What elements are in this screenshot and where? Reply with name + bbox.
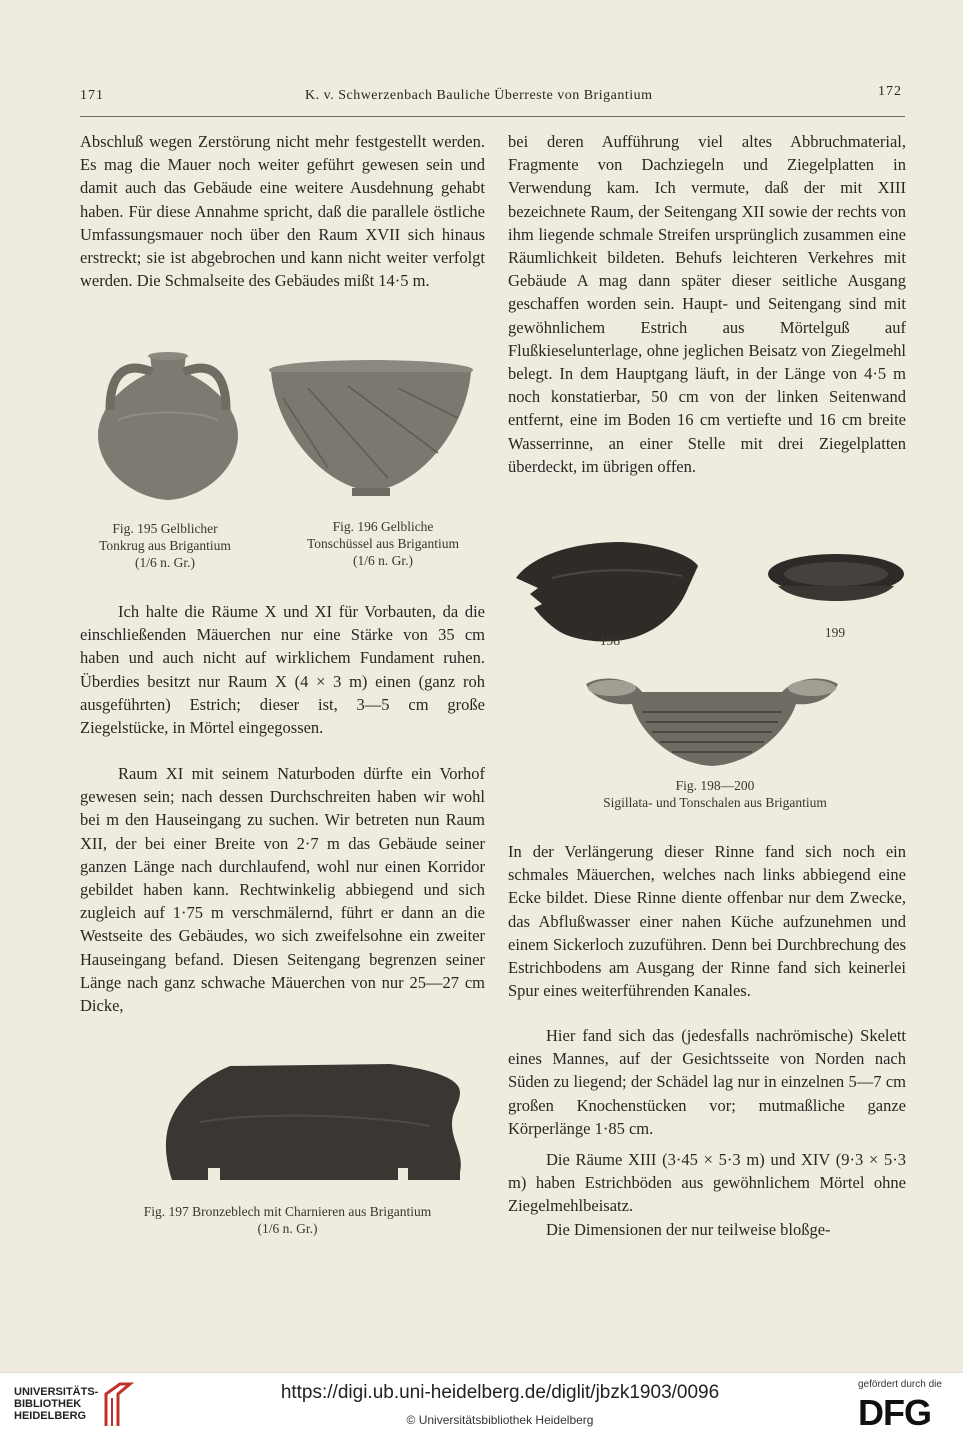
- running-title: K. v. Schwerzenbach Bauliche Überreste von Brigantium: [305, 88, 653, 103]
- dfg-logo: DFG: [858, 1392, 931, 1433]
- fig196-caption: Fig. 196 Gelbliche Tonschüssel aus Brigantium (1/6 n. Gr.): [306, 519, 460, 568]
- copyright-notice: © Universitätsbibliothek Heidelberg: [406, 1413, 594, 1427]
- library-logo-icon: [100, 1380, 136, 1430]
- fig195-caption: Fig. 195 Gelblicher Tonkrug aus Brigantium (1/6 n. Gr.): [99, 521, 231, 570]
- left-paragraph-3: Raum XI mit seinem Naturboden dürfte ein Vorhof gewesen sein; nach dessen Durchschreiten haben wir wohl bei m den Hauseingang zu suchen. Wir betreten nun Raum XII, der bei einer Breite von 2·7 m das Gebäude seiner ganzen Länge nach durchlaufend, wohl nur einen Korridor gebildet haben kann. Rechtwinkelig abbiegend und sich zugleich auf 1·75 m verschmälernd, führt er dann an die Westseite des Gebäudes, wo sich zweifelsohne ein zweiter Hauseingang befand. Diesen Seitengang begrenzen seiner Länge nach ganz schwache Mäuerchen von nur 25—27 cm Dicke,: [80, 764, 485, 1016]
- right-paragraph-1: bei deren Aufführung viel altes Abbruchmaterial, Fragmente von Dachziegeln und Ziegelplatten in Verwendung kam. Ich vermute, daß der mit XIII bezeichnete Raum, der Seitengang XII sowie der rechts von ihm liegende schmale Streifen ursprünglich zusammen eine Räumlichkeit bildeten. Behufs leichteren Verkehres mit Gebäude A mag dann später dieser seitliche Ausgang geschaffen worden sein. Haupt- und Seitengang sind mit gewöhnlichem Estrich aus Mörtelguß auf Flußkieselunterlage, ohne jeglichen Beisatz von Ziegelmehl belegt. In dem Hauptgang läuft, in der Länge von 4·5 m noch konstatierbar, 50 cm von der linken Seitenwand entfernt, eine im Boden 16 cm vertiefte und 16 cm breite Wasserrinne, an einer Stelle mit drei Ziegelplatten überdeckt, im übrigen offen.: [508, 132, 906, 476]
- fig198-number: 198: [599, 633, 621, 648]
- right-paragraph-4: Die Räume XIII (3·45 × 5·3 m) und XIV (9·3 × 5·3 m) haben Estrichböden aus gewöhnlichem Mörtel ohne Ziegelmehlbeisatz.: [508, 1150, 906, 1216]
- fig197-bronze-sheet-image: [160, 1062, 480, 1192]
- left-paragraph-2: Ich halte die Räume X und XI für Vorbauten, da die einschließenden Mäuerchen nur eine Stärke von 35 cm haben und auch nicht auf wirklichem Fundament ruhen. Überdies besitzt nur Raum X (4 × 3 m) einen (ganz roh ausgeführten) Estrich; dieser ist, 3—5 cm große Ziegelstücke, in Mörtel eingegossen.: [80, 602, 485, 738]
- fig198-200-caption: Fig. 198—200 Sigillata- und Tonschalen aus Brigantium: [603, 778, 827, 810]
- permalink[interactable]: https://digi.ub.uni-heidelberg.de/diglit/jbzk1903/0096: [280, 1382, 720, 1403]
- right-paragraph-3: Hier fand sich das (jedesfalls nachrömische) Skelett eines Mannes, auf der Gesichtsseite von Norden nach Süden zu liegend; der Schädel lag nur in einzelnen 5—7 cm großen Knochenstücken vor; mutmaßliche ganze Körperlänge 1·85 cm.: [508, 1026, 906, 1138]
- header-rule: [80, 116, 905, 117]
- library-logo-text: UNIVERSITÄTS- BIBLIOTHEK HEIDELBERG: [14, 1386, 99, 1422]
- right-paragraph-5: Die Dimensionen der nur teilweise bloßge-: [546, 1220, 831, 1239]
- fig196-bowl-image: [268, 358, 474, 498]
- page-number-left: 171: [80, 88, 104, 103]
- left-paragraph-1: Abschluß wegen Zerstörung nicht mehr festgestellt werden. Es mag die Mauer noch weiter geführt gewesen sein und damit auch das Gebäude eine weitere Ausdehnung gehabt haben. Für diese Annahme spricht, daß die parallele östliche Umfassungsmauer noch über den Raum XVII sich hinaus erstreckt; sie ist abgebrochen und kann nicht weiter verfolgt werden. Die Schmalseite des Gebäudes mißt 14·5 m.: [80, 132, 485, 291]
- dfg-funding-label: gefördert durch die: [858, 1379, 942, 1390]
- fig195-jug-image: [88, 350, 248, 505]
- fig197-caption: Fig. 197 Bronzeblech mit Charnieren aus Brigantium (1/6 n. Gr.): [143, 1204, 432, 1236]
- page-number-right: 172: [878, 84, 902, 99]
- right-paragraph-2: In der Verlängerung dieser Rinne fand sich noch ein schmales Mäuerchen, welches nach links abbiegend eine Ecke bildet. Diese Rinne diente offenbar nur dem Zwecke, das Abflußwasser einer nahen Küche aufzunehmen und einem Sickerloch zuzuführen. Denn bei Durchbrechung des Estrichbodens am Ausgang der Rinne fand sich keinerlei Spur eines weiterführenden Kanales.: [508, 842, 906, 1001]
- fig200-bowl-image: [582, 672, 842, 772]
- fig199-bowl-image: [766, 552, 906, 612]
- fig199-number: 199: [824, 625, 846, 640]
